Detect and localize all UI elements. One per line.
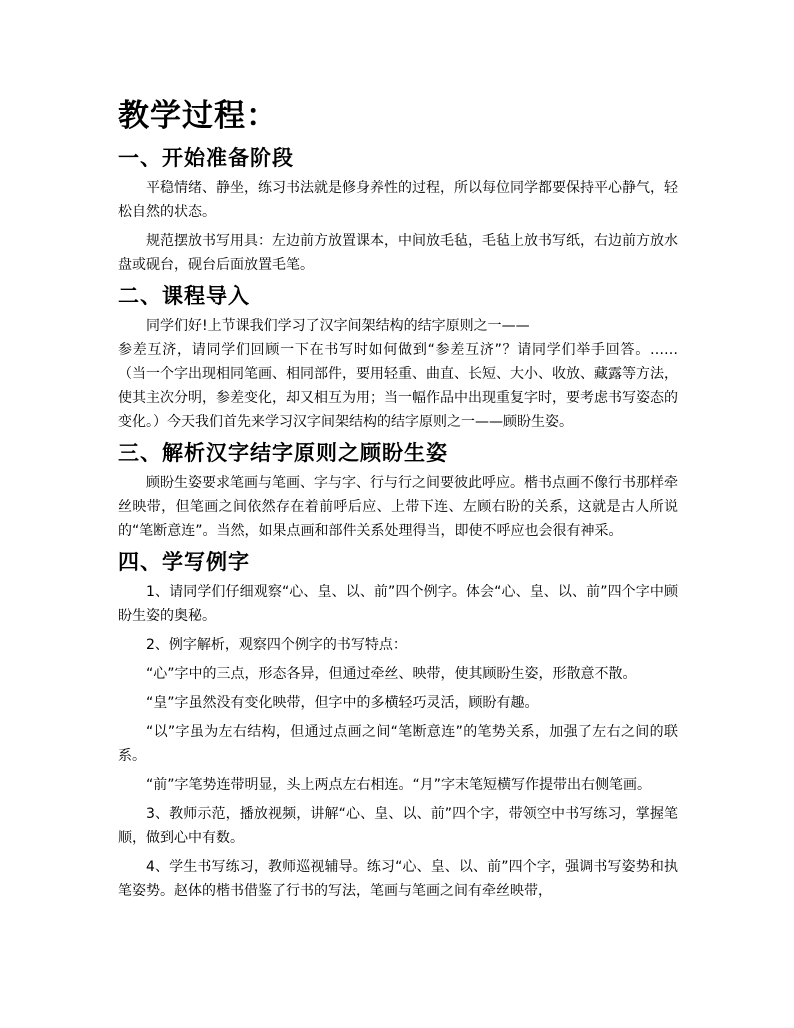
section-heading: 一、开始准备阶段: [118, 145, 294, 170]
paragraph: 同学们好!上节课我们学习了汉字间架结构的结字原则之一——: [146, 318, 530, 334]
paragraph: 平稳情绪、静坐，练习书法就是修身养性的过程，所以每位同学都要保持平心静气，轻松自然的状态。: [118, 180, 678, 220]
paragraph: 2、例字解析，观察四个例字的书写特点：: [146, 637, 407, 653]
paragraph: 1、请同学们仔细观察“心、皇、以、前”四个例字。体会“心、皇、以、前”四个字中顾盼生姿的奥秘。: [118, 584, 678, 624]
paragraph: “以”字虽为左右结构，但通过点画之间“笔断意连”的笔势关系，加强了左右之间的联系。: [118, 724, 678, 764]
paragraph: 4、学生书写练习，教师巡视辅导。练习“心、皇、以、前”四个字，强调书写姿势和执笔姿势。赵体的楷书借鉴了行书的写法，笔画与笔画之间有牵丝映带，: [118, 859, 678, 899]
section-heading: 三、解析汉字结字原则之顾盼生姿: [118, 440, 448, 465]
paragraph: 顾盼生姿要求笔画与笔画、字与字、行与行之间要彼此呼应。楷书点画不像行书那样牵丝映带，但笔画之间依然存在着前呼后应、上带下连、左顾右盼的关系，这就是古人所说的“笔断意连”。当然，如果点画和部件关系处理得当，即使不呼应也会很有神采。: [118, 475, 678, 539]
section-introduction: [118, 282, 678, 434]
paragraph: 3、教师示范，播放视频，讲解“心、皇、以、前”四个字，带领空中书写练习，掌握笔顺，做到心中有数。: [118, 806, 678, 846]
section-heading: 四、学写例字: [118, 549, 250, 574]
section-heading: 二、课程导入: [118, 283, 250, 308]
paragraph: 参差互济，请同学们回顾一下在书写时如何做到“参差互济”？请同学们举手回答。……（当一个字出现相同笔画、相同部件，要用轻重、曲直、长短、大小、收放、藏露等方法，使其主次分明，参差变化，却又相互为用；当一幅作品中出现重复字时，要考虑书写姿态的变化。）今天我们首先来学习汉字间架结构的结字原则之一——顾盼生姿。: [118, 342, 678, 430]
paragraph: 规范摆放书写用具：左边前方放置课本，中间放毛毡，毛毡上放书写纸，右边前方放水盘或砚台，砚台后面放置毛笔。: [118, 233, 678, 273]
paragraph: “皇”字虽然没有变化映带，但字中的多横轻巧灵活，顾盼有趣。: [146, 695, 539, 711]
page-title: 教学过程：: [118, 98, 278, 134]
section-preparation: [118, 144, 678, 277]
section-example-characters: [118, 548, 678, 903]
paragraph: “前”字笔势连带明显，头上两点左右相连。“月”字末笔短横写作提带出右侧笔画。: [146, 777, 652, 793]
section-analysis: [118, 439, 678, 543]
document-page: [118, 96, 678, 908]
paragraph: “心”字中的三点，形态各异，但通过牵丝、映带，使其顾盼生姿，形散意不散。: [146, 666, 637, 682]
